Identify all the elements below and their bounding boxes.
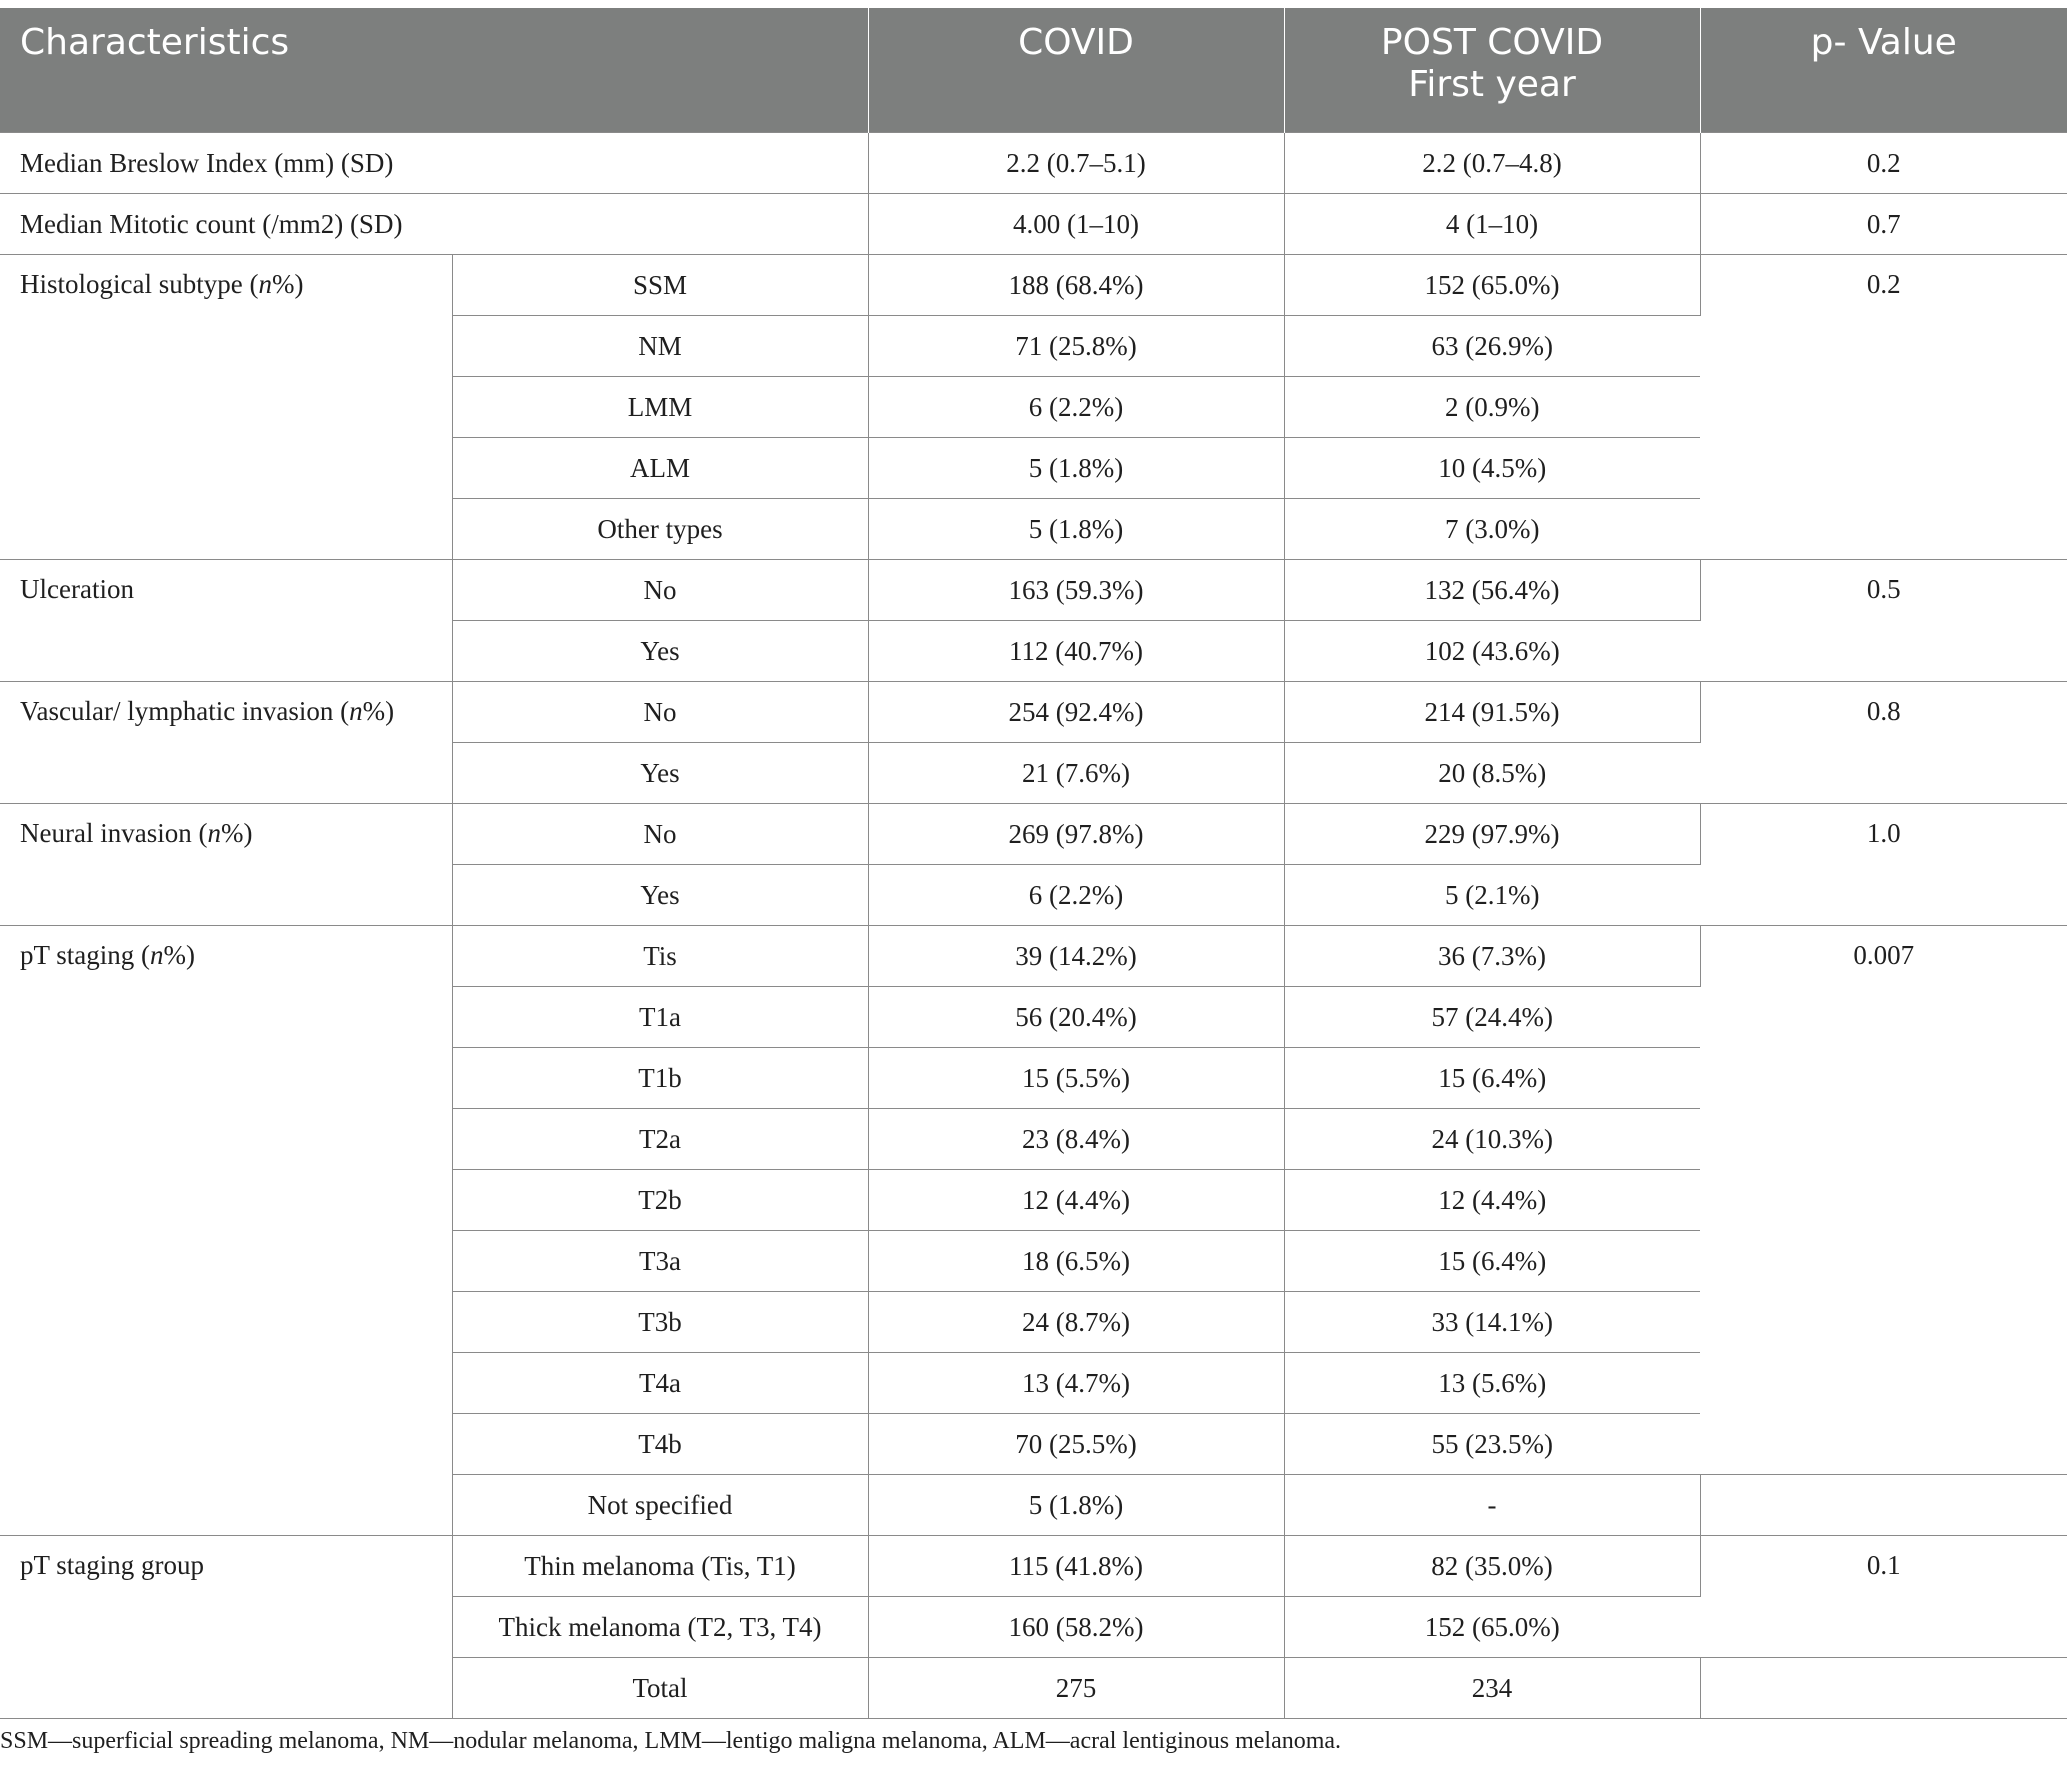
header-p-value: p- Value xyxy=(1700,8,2067,133)
cell-covid: 269 (97.8%) xyxy=(868,804,1284,865)
label-italic-n: n xyxy=(150,940,164,970)
header-characteristics: Characteristics xyxy=(0,8,868,133)
row-label-ulceration: Ulceration xyxy=(0,560,452,682)
cell-p-value: 1.0 xyxy=(1700,804,2067,926)
cell-subcategory: SSM xyxy=(452,255,868,316)
cell-subcategory: Yes xyxy=(452,621,868,682)
cell-post-covid: 24 (10.3%) xyxy=(1284,1109,1700,1170)
row-label-breslow: Median Breslow Index (mm) (SD) xyxy=(0,133,868,194)
cell-covid: 6 (2.2%) xyxy=(868,377,1284,438)
cell-covid: 24 (8.7%) xyxy=(868,1292,1284,1353)
label-text: Neural invasion ( xyxy=(20,818,208,848)
label-text: %) xyxy=(271,269,304,299)
row-label-neural-invasion xyxy=(0,804,452,926)
cell-covid: 39 (14.2%) xyxy=(868,926,1284,987)
label-text: Vascular/ lymphatic invasion ( xyxy=(20,696,350,726)
cell-covid: 188 (68.4%) xyxy=(868,255,1284,316)
cell-covid: 56 (20.4%) xyxy=(868,987,1284,1048)
cell-post-covid: 7 (3.0%) xyxy=(1284,499,1700,560)
cell-post-covid: - xyxy=(1284,1475,1700,1536)
cell-covid: 115 (41.8%) xyxy=(868,1536,1284,1597)
cell-covid: 254 (92.4%) xyxy=(868,682,1284,743)
cell-subcategory: Yes xyxy=(452,865,868,926)
header-covid: COVID xyxy=(868,8,1284,133)
row-label-histological-subtype xyxy=(0,255,452,560)
cell-post-covid: 214 (91.5%) xyxy=(1284,682,1700,743)
label-text: Histological subtype ( xyxy=(20,269,259,299)
header-post-covid-line2: First year xyxy=(1408,64,1576,105)
label-text: %) xyxy=(220,818,253,848)
cell-subcategory: Thick melanoma (T2, T3, T4) xyxy=(452,1597,868,1658)
cell-post-covid: 102 (43.6%) xyxy=(1284,621,1700,682)
cell-subcategory: No xyxy=(452,682,868,743)
cell-subcategory: T2b xyxy=(452,1170,868,1231)
cell-subcategory: ALM xyxy=(452,438,868,499)
cell-post-covid: 57 (24.4%) xyxy=(1284,987,1700,1048)
table-row xyxy=(0,926,2067,987)
cell-subcategory: Total xyxy=(452,1658,868,1719)
cell-post-covid: 152 (65.0%) xyxy=(1284,1597,1700,1658)
cell-post-covid: 4 (1–10) xyxy=(1284,194,1700,255)
cell-p-value: 0.007 xyxy=(1700,926,2067,1475)
cell-covid: 112 (40.7%) xyxy=(868,621,1284,682)
row-label-pt-staging xyxy=(0,926,452,1536)
header-row xyxy=(0,8,2067,133)
cell-subcategory: T3a xyxy=(452,1231,868,1292)
cell-post-covid: 12 (4.4%) xyxy=(1284,1170,1700,1231)
label-text: pT staging ( xyxy=(20,940,150,970)
cell-covid: 5 (1.8%) xyxy=(868,438,1284,499)
label-italic-n: n xyxy=(349,696,363,726)
cell-covid: 5 (1.8%) xyxy=(868,499,1284,560)
cell-post-covid: 15 (6.4%) xyxy=(1284,1231,1700,1292)
cell-post-covid: 234 xyxy=(1284,1658,1700,1719)
cell-covid: 21 (7.6%) xyxy=(868,743,1284,804)
cell-p-value: 0.2 xyxy=(1700,255,2067,560)
cell-subcategory: No xyxy=(452,804,868,865)
table-row xyxy=(0,804,2067,865)
cell-subcategory: T4b xyxy=(452,1414,868,1475)
cell-post-covid: 15 (6.4%) xyxy=(1284,1048,1700,1109)
cell-subcategory: T3b xyxy=(452,1292,868,1353)
cell-post-covid: 13 (5.6%) xyxy=(1284,1353,1700,1414)
header-post-covid-line1: POST COVID xyxy=(1380,22,1604,63)
row-label-pt-staging-group: pT staging group xyxy=(0,1536,452,1719)
cell-post-covid: 20 (8.5%) xyxy=(1284,743,1700,804)
cell-subcategory: LMM xyxy=(452,377,868,438)
cell-covid: 6 (2.2%) xyxy=(868,865,1284,926)
table-row xyxy=(0,255,2067,316)
cell-subcategory: Thin melanoma (Tis, T1) xyxy=(452,1536,868,1597)
cell-subcategory: No xyxy=(452,560,868,621)
cell-covid: 15 (5.5%) xyxy=(868,1048,1284,1109)
cell-post-covid: 36 (7.3%) xyxy=(1284,926,1700,987)
cell-p-value: 0.2 xyxy=(1700,133,2067,194)
melanoma-characteristics-table-container xyxy=(0,8,2067,1719)
cell-subcategory: T4a xyxy=(452,1353,868,1414)
cell-p-value-empty xyxy=(1700,1658,2067,1719)
header-post-covid xyxy=(1284,8,1700,133)
row-label-mitotic: Median Mitotic count (/mm2) (SD) xyxy=(0,194,868,255)
cell-covid: 163 (59.3%) xyxy=(868,560,1284,621)
cell-covid: 70 (25.5%) xyxy=(868,1414,1284,1475)
label-text: %) xyxy=(163,940,195,970)
table-row xyxy=(0,682,2067,743)
cell-covid: 4.00 (1–10) xyxy=(868,194,1284,255)
cell-post-covid: 33 (14.1%) xyxy=(1284,1292,1700,1353)
cell-covid: 2.2 (0.7–5.1) xyxy=(868,133,1284,194)
cell-subcategory: T1a xyxy=(452,987,868,1048)
cell-post-covid: 152 (65.0%) xyxy=(1284,255,1700,316)
cell-post-covid: 2.2 (0.7–4.8) xyxy=(1284,133,1700,194)
cell-covid: 5 (1.8%) xyxy=(868,1475,1284,1536)
table-row xyxy=(0,560,2067,621)
table-row xyxy=(0,1536,2067,1597)
table-row xyxy=(0,194,2067,255)
cell-post-covid: 2 (0.9%) xyxy=(1284,377,1700,438)
cell-subcategory: NM xyxy=(452,316,868,377)
row-label-vascular-invasion xyxy=(0,682,452,804)
cell-subcategory: Other types xyxy=(452,499,868,560)
cell-covid: 275 xyxy=(868,1658,1284,1719)
cell-post-covid: 132 (56.4%) xyxy=(1284,560,1700,621)
cell-p-value: 0.7 xyxy=(1700,194,2067,255)
cell-covid: 12 (4.4%) xyxy=(868,1170,1284,1231)
cell-covid: 160 (58.2%) xyxy=(868,1597,1284,1658)
cell-covid: 13 (4.7%) xyxy=(868,1353,1284,1414)
cell-covid: 23 (8.4%) xyxy=(868,1109,1284,1170)
cell-post-covid: 229 (97.9%) xyxy=(1284,804,1700,865)
cell-covid: 18 (6.5%) xyxy=(868,1231,1284,1292)
cell-subcategory: Tis xyxy=(452,926,868,987)
cell-covid: 71 (25.8%) xyxy=(868,316,1284,377)
label-italic-n: n xyxy=(258,269,272,299)
cell-post-covid: 82 (35.0%) xyxy=(1284,1536,1700,1597)
cell-post-covid: 10 (4.5%) xyxy=(1284,438,1700,499)
cell-subcategory: Yes xyxy=(452,743,868,804)
table-footnote: SSM—superficial spreading melanoma, NM—nodular melanoma, LMM—lentigo maligna melanoma, ALM—acral lentiginous melanoma. xyxy=(0,1728,1342,1754)
table-row xyxy=(0,133,2067,194)
cell-p-value-empty xyxy=(1700,1475,2067,1536)
cell-subcategory: T1b xyxy=(452,1048,868,1109)
cell-p-value: 0.5 xyxy=(1700,560,2067,682)
cell-subcategory: Not specified xyxy=(452,1475,868,1536)
cell-p-value: 0.8 xyxy=(1700,682,2067,804)
cell-subcategory: T2a xyxy=(452,1109,868,1170)
cell-post-covid: 55 (23.5%) xyxy=(1284,1414,1700,1475)
label-italic-n: n xyxy=(207,818,221,848)
characteristics-table xyxy=(0,8,2067,1719)
cell-post-covid: 63 (26.9%) xyxy=(1284,316,1700,377)
label-text: %) xyxy=(362,696,395,726)
cell-p-value: 0.1 xyxy=(1700,1536,2067,1658)
cell-post-covid: 5 (2.1%) xyxy=(1284,865,1700,926)
